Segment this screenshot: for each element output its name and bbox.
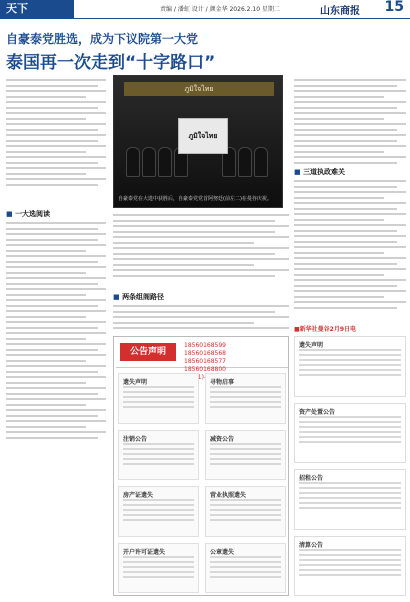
news-photo	[113, 75, 283, 208]
notice-card	[205, 430, 286, 481]
announcement-box	[113, 336, 289, 596]
phone-1: 18560168599	[184, 342, 226, 349]
announcement-badge: 公告声明	[120, 343, 176, 361]
date-editor: 责编 / 潘虹 设计 / 颜金华 2026.2.10 星期二	[160, 6, 280, 13]
right-notice-title: 遗失声明	[299, 342, 324, 349]
right-column-text	[294, 180, 406, 309]
photo-caption: 自豪泰党在大选中获胜后，自豪泰党党首阿努廷(前左二)在曼谷庆祝。	[118, 196, 272, 202]
section-left-title: ■ 一大选阅读	[6, 209, 50, 219]
right-notices	[294, 336, 406, 596]
page-number: 15	[384, 0, 404, 15]
news-footnote: ■新华社曼谷2月9日电	[294, 326, 357, 333]
notice-card-title: 注销公告	[123, 435, 148, 443]
middle-mid-text	[113, 305, 289, 329]
middle-top-text	[113, 214, 289, 277]
phone-4: 18560168800	[184, 366, 226, 373]
right-notice-title: 招租公告	[299, 475, 324, 482]
photo-plaque: ภูมิใจไทย	[178, 118, 228, 154]
announcement-header	[116, 339, 288, 373]
page-header	[0, 0, 410, 19]
right-notice-title: 清算公告	[299, 541, 324, 549]
notice-card	[118, 486, 199, 537]
right-notice	[294, 403, 406, 464]
left-intro-text	[6, 79, 106, 186]
notice-card-title: 房产证遗失	[123, 492, 154, 499]
notice-card	[205, 543, 286, 594]
notice-card-title: 开户许可证遗失	[123, 548, 166, 556]
notice-card	[205, 373, 286, 424]
announcement-grid	[118, 373, 286, 593]
section-label: 天下	[0, 0, 74, 18]
right-notice-title: 资产处置公告	[299, 408, 336, 416]
brand-name: 山东商报	[320, 6, 360, 17]
notice-card-title: 减资公告	[210, 435, 235, 443]
notice-card-title: 寻物启事	[210, 379, 235, 386]
right-notice	[294, 469, 406, 530]
notice-card	[205, 486, 286, 537]
headline-main: 泰国再一次走到“十字路口”	[6, 53, 216, 73]
notice-card-title: 遗失声明	[123, 379, 148, 386]
notice-card	[118, 430, 199, 481]
section-right-title: ■ 三道执政难关	[294, 167, 345, 177]
right-top-text	[294, 79, 406, 164]
notice-card-title: 营业执照遗失	[210, 492, 247, 499]
phone-3: 18560168577	[184, 358, 226, 365]
left-column-text	[6, 222, 106, 439]
notice-card	[118, 543, 199, 594]
right-notice	[294, 536, 406, 597]
headline-subtitle: 自豪泰党胜选，成为下议院第一大党	[6, 32, 199, 46]
section-mid-title: ■ 两条组阁路径	[113, 292, 164, 302]
right-notice	[294, 336, 406, 397]
notice-card-title: 公章遗失	[210, 548, 235, 556]
photo-banner: ภูมิใจไทย	[124, 82, 274, 96]
phone-2: 18560168568	[184, 350, 226, 357]
notice-card	[118, 373, 199, 424]
